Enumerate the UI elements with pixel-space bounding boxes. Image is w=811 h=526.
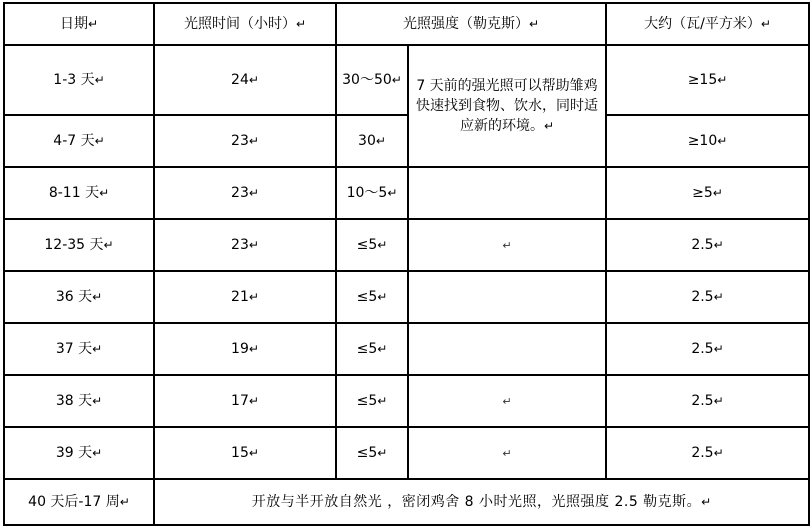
table-body (4, 45, 809, 525)
value-summary: 开放与半开放自然光 ，密闭鸡舍 8 小时光照，光照强度 2.5 勒克斯。 (251, 493, 702, 510)
mark-hours: ↵ (248, 445, 259, 460)
document-page (0, 2, 811, 510)
cell-lux (336, 375, 408, 427)
cell-watt (606, 271, 809, 323)
value-hours: 24 (231, 71, 249, 88)
mark-lux: ↵ (377, 445, 388, 460)
cell-watt (606, 219, 809, 271)
cell-watt (606, 427, 809, 479)
cell-hours (154, 375, 336, 427)
cell-date (4, 375, 154, 427)
cell-hours (154, 271, 336, 323)
value-hours: 17 (231, 392, 249, 409)
value-watt: ≥10 (687, 132, 718, 149)
value-date: 4-7 天 (53, 132, 95, 149)
mark-note: ↵ (502, 238, 512, 252)
mark-hours: ↵ (248, 185, 259, 200)
cell-date (4, 167, 154, 219)
table-row (4, 271, 809, 323)
mark-watt: ↵ (712, 185, 723, 200)
mark-lux: ↵ (375, 133, 386, 148)
value-watt: ≥15 (687, 71, 718, 88)
cell-hours (154, 427, 336, 479)
cell-watt (606, 323, 809, 375)
cell-date (4, 479, 154, 525)
mark-lux: ↵ (387, 185, 398, 200)
mark-date: ↵ (92, 341, 103, 356)
value-date: 39 天 (55, 444, 93, 461)
mark-date: ↵ (92, 445, 103, 460)
value-lux: 30 (358, 132, 376, 149)
cell-lux (336, 323, 408, 375)
value-hours: 23 (231, 236, 249, 253)
value-lux: ≤5 (356, 340, 378, 357)
value-watt: 2.5 (691, 288, 714, 305)
cell-watt (606, 375, 809, 427)
header-cell-lux (336, 3, 606, 45)
header-label-date: 日期 (59, 15, 88, 32)
value-date: 8-11 天 (48, 184, 100, 201)
cell-date (4, 115, 154, 167)
mark-date: ↵ (94, 133, 105, 148)
mark-watt: ↵ (713, 237, 724, 252)
mark-note: ↵ (502, 394, 512, 408)
cell-hours (154, 323, 336, 375)
mark-hours: ↵ (248, 289, 259, 304)
header-mark-date: ↵ (87, 16, 99, 31)
header-cell-date (4, 3, 154, 45)
mark-watt: ↵ (713, 445, 724, 460)
cell-hours (154, 115, 336, 167)
header-mark-hours: ↵ (295, 16, 307, 31)
cell-summary-text (154, 479, 809, 525)
table-row (4, 115, 809, 167)
cell-hours (154, 167, 336, 219)
mark-lux: ↵ (377, 393, 388, 408)
cell-date (4, 323, 154, 375)
table-row (4, 427, 809, 479)
value-date: 12-35 天 (44, 236, 104, 253)
mark-watt: ↵ (713, 289, 724, 304)
table-header-row (4, 3, 809, 45)
value-lux: ≤5 (356, 392, 378, 409)
cell-lux (336, 271, 408, 323)
cell-date (4, 219, 154, 271)
mark-date: ↵ (99, 185, 110, 200)
value-watt: 2.5 (691, 236, 714, 253)
cell-hours (154, 219, 336, 271)
cell-note (408, 45, 606, 167)
mark-hours: ↵ (248, 237, 259, 252)
value-hours: 21 (231, 288, 249, 305)
mark-watt: ↵ (713, 393, 724, 408)
value-hours: 23 (231, 184, 249, 201)
value-watt: ≥5 (692, 184, 713, 201)
cell-note (408, 219, 606, 271)
value-date: 37 天 (55, 340, 93, 357)
value-hours: 15 (231, 444, 249, 461)
mark-summary: ↵ (701, 494, 712, 509)
value-date: 36 天 (55, 288, 93, 305)
mark-note: ↵ (502, 446, 512, 460)
table-row (4, 375, 809, 427)
value-date: 38 天 (55, 392, 93, 409)
value-lux: ≤5 (356, 236, 378, 253)
table-row (4, 219, 809, 271)
cell-note (408, 323, 606, 375)
cell-lux (336, 115, 408, 167)
mark-hours: ↵ (248, 341, 259, 356)
mark-watt: ↵ (717, 133, 728, 148)
value-note: 7 天前的强光照可以帮助雏鸡快速找到食物、饮水，同时适应新的环境。 (416, 77, 598, 135)
mark-date: ↵ (103, 237, 114, 252)
value-hours: 19 (231, 340, 249, 357)
mark-hours: ↵ (248, 393, 259, 408)
header-mark-watt: ↵ (760, 16, 771, 31)
table-row-summary (4, 479, 809, 525)
mark-lux: ↵ (377, 289, 388, 304)
value-watt: 2.5 (691, 444, 714, 461)
mark-date: ↵ (92, 393, 103, 408)
value-watt: 2.5 (691, 340, 714, 357)
value-lux: 30～50 (342, 71, 392, 88)
cell-watt (606, 167, 809, 219)
cell-date (4, 271, 154, 323)
cell-lux (336, 45, 408, 115)
mark-lux: ↵ (377, 237, 388, 252)
mark-date: ↵ (92, 289, 103, 304)
mark-date: ↵ (119, 494, 130, 509)
value-lux: 10～5 (346, 184, 388, 201)
cell-watt (606, 115, 809, 167)
value-date: 1-3 天 (53, 71, 95, 88)
header-cell-watt (606, 3, 809, 45)
header-label-lux: 光照强度（勒克斯） (402, 15, 529, 32)
mark-lux: ↵ (391, 72, 402, 87)
cell-note (408, 167, 606, 219)
value-hours: 23 (231, 132, 249, 149)
mark-watt: ↵ (717, 72, 728, 87)
cell-note (408, 271, 606, 323)
header-label-watt: 大约（瓦/平方米） (644, 15, 761, 32)
table-row (4, 45, 809, 115)
cell-watt (606, 45, 809, 115)
cell-date (4, 427, 154, 479)
cell-lux (336, 219, 408, 271)
table-row (4, 167, 809, 219)
cell-hours (154, 45, 336, 115)
lighting-schedule-table (3, 2, 810, 526)
value-watt: 2.5 (691, 392, 714, 409)
value-lux: ≤5 (356, 288, 378, 305)
header-label-hours: 光照时间（小时） (183, 15, 296, 32)
header-cell-hours (154, 3, 336, 45)
cell-lux (336, 427, 408, 479)
header-mark-lux: ↵ (528, 16, 540, 31)
mark-hours: ↵ (248, 133, 259, 148)
mark-watt: ↵ (713, 341, 724, 356)
value-date: 40 天后-17 周 (28, 493, 120, 510)
table-row (4, 323, 809, 375)
mark-date: ↵ (94, 72, 105, 87)
mark-hours: ↵ (248, 72, 259, 87)
value-lux: ≤5 (356, 444, 378, 461)
cell-date (4, 45, 154, 115)
mark-note: ↵ (543, 119, 555, 134)
table-header (4, 3, 809, 45)
cell-note (408, 427, 606, 479)
mark-lux: ↵ (377, 341, 388, 356)
cell-note (408, 375, 606, 427)
cell-lux (336, 167, 408, 219)
